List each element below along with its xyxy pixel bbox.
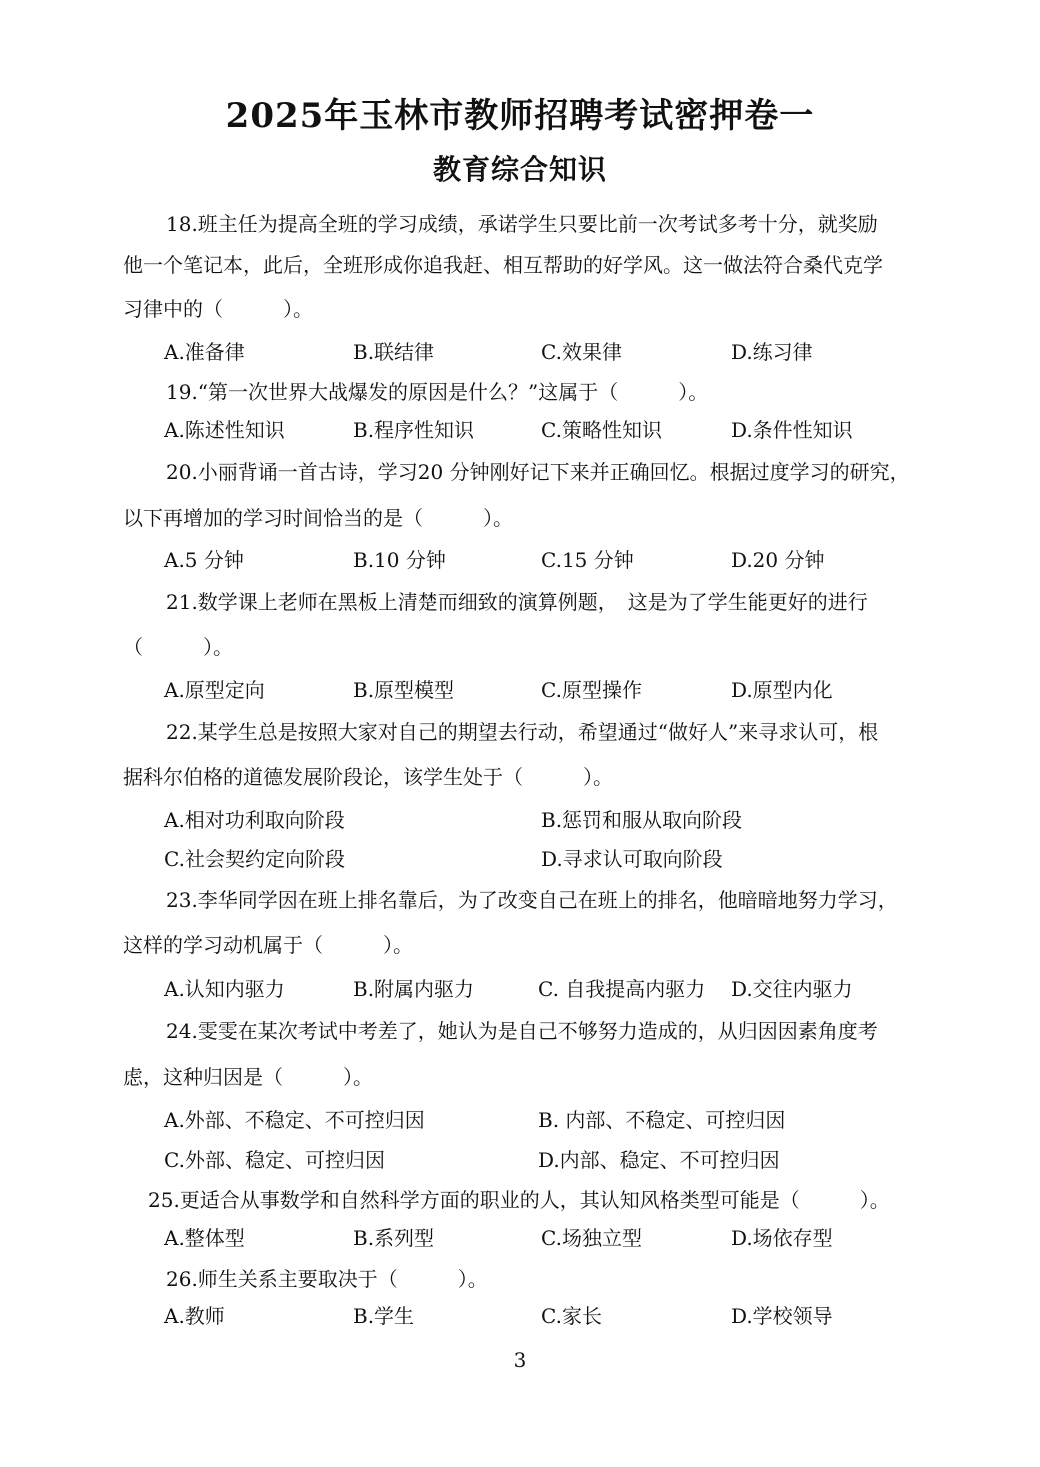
question-24-option-d: D.内部、稳定、不可控归因 (538, 1148, 780, 1172)
question-25-line-1: 25.更适合从事数学和自然科学方面的职业的人，其认知风格类型可能是（ ）。 (148, 1188, 890, 1212)
question-21-option-a: A.原型定向 (164, 678, 265, 702)
question-21-line-1: 21.数学课上老师在黑板上清楚而细致的演算例题， 这是为了学生能更好的进行 (166, 590, 868, 614)
question-24-option-b: B. 内部、不稳定、可控归因 (538, 1108, 786, 1132)
question-18-line-2: 他一个笔记本，此后，全班形成你追我赶、相互帮助的好学风。这一做法符合桑代克学 (123, 253, 883, 277)
question-20-line-1: 20.小丽背诵一首古诗，学习20 分钟刚好记下来并正确回忆。根据过度学习的研究， (166, 460, 910, 484)
question-23-option-b: B.附属内驱力 (353, 977, 475, 1001)
question-21-option-d: D.原型内化 (731, 678, 833, 702)
question-21-line-2: （ ）。 (123, 635, 233, 659)
question-22-line-2: 据科尔伯格的道德发展阶段论，该学生处于（ ）。 (123, 765, 613, 789)
question-23-option-c: C. 自我提高内驱力 (538, 977, 706, 1001)
question-25-option-b: B.系列型 (353, 1226, 435, 1250)
question-24-line-1: 24.雯雯在某次考试中考差了，她认为是自己不够努力造成的，从归因因素角度考 (166, 1019, 878, 1043)
question-20-option-b: B.10 分钟 (353, 548, 446, 572)
question-23-line-2: 这样的学习动机属于（ ）。 (123, 933, 413, 957)
question-20-option-a: A.5 分钟 (164, 548, 244, 572)
question-25-option-a: A.整体型 (164, 1226, 245, 1250)
question-24-option-c: C.外部、稳定、可控归因 (164, 1148, 385, 1172)
question-18-option-d: D.练习律 (731, 340, 813, 364)
question-18-option-c: C.效果律 (541, 340, 622, 364)
question-20-line-2: 以下再增加的学习时间恰当的是（ ）。 (123, 506, 513, 530)
question-23-option-a: A.认知内驱力 (164, 977, 285, 1001)
question-22-option-b: B.惩罚和服从取向阶段 (541, 808, 743, 832)
question-19-option-b: B.程序性知识 (353, 418, 475, 442)
question-22-line-1: 22.某学生总是按照大家对自己的期望去行动，希望通过“做好人”来寻求认可，根 (166, 720, 879, 744)
question-26-option-c: C.家长 (541, 1304, 602, 1328)
question-25-option-c: C.场独立型 (541, 1226, 642, 1250)
question-21-option-b: B.原型模型 (353, 678, 455, 702)
question-24-line-2: 虑，这种归因是（ ）。 (123, 1065, 373, 1089)
question-20-option-d: D.20 分钟 (731, 548, 825, 572)
question-22-option-d: D.寻求认可取向阶段 (541, 847, 723, 871)
question-19-option-d: D.条件性知识 (731, 418, 853, 442)
question-23-line-1: 23.李华同学因在班上排名靠后，为了改变自己在班上的排名，他暗暗地努力学习， (166, 888, 898, 912)
question-19-option-a: A.陈述性知识 (164, 418, 285, 442)
question-18-line-3: 习律中的（ ）。 (123, 297, 313, 321)
question-19-line-1: 19.“第一次世界大战爆发的原因是什么？”这属于（ ）。 (166, 380, 709, 404)
question-26-line-1: 26.师生关系主要取决于（ ）。 (166, 1267, 488, 1291)
page-title: 2025年玉林市教师招聘考试密押卷一 (225, 96, 815, 136)
question-18-option-b: B.联结律 (353, 340, 435, 364)
page-number: 3 (513, 1348, 527, 1372)
question-25-option-d: D.场依存型 (731, 1226, 833, 1250)
question-23-option-d: D.交往内驱力 (731, 977, 853, 1001)
question-26-option-b: B.学生 (353, 1304, 415, 1328)
question-21-option-c: C.原型操作 (541, 678, 642, 702)
question-22-option-a: A.相对功利取向阶段 (164, 808, 345, 832)
question-22-option-c: C.社会契约定向阶段 (164, 847, 345, 871)
question-20-option-c: C.15 分钟 (541, 548, 634, 572)
question-24-option-a: A.外部、不稳定、不可控归因 (164, 1108, 425, 1132)
question-19-option-c: C.策略性知识 (541, 418, 662, 442)
question-18-option-a: A.准备律 (164, 340, 245, 364)
question-26-option-d: D.学校领导 (731, 1304, 833, 1328)
page-subtitle: 教育综合知识 (432, 153, 607, 186)
question-26-option-a: A.教师 (164, 1304, 225, 1328)
question-18-line-1: 18.班主任为提高全班的学习成绩，承诺学生只要比前一次考试多考十分，就奖励 (166, 212, 878, 236)
